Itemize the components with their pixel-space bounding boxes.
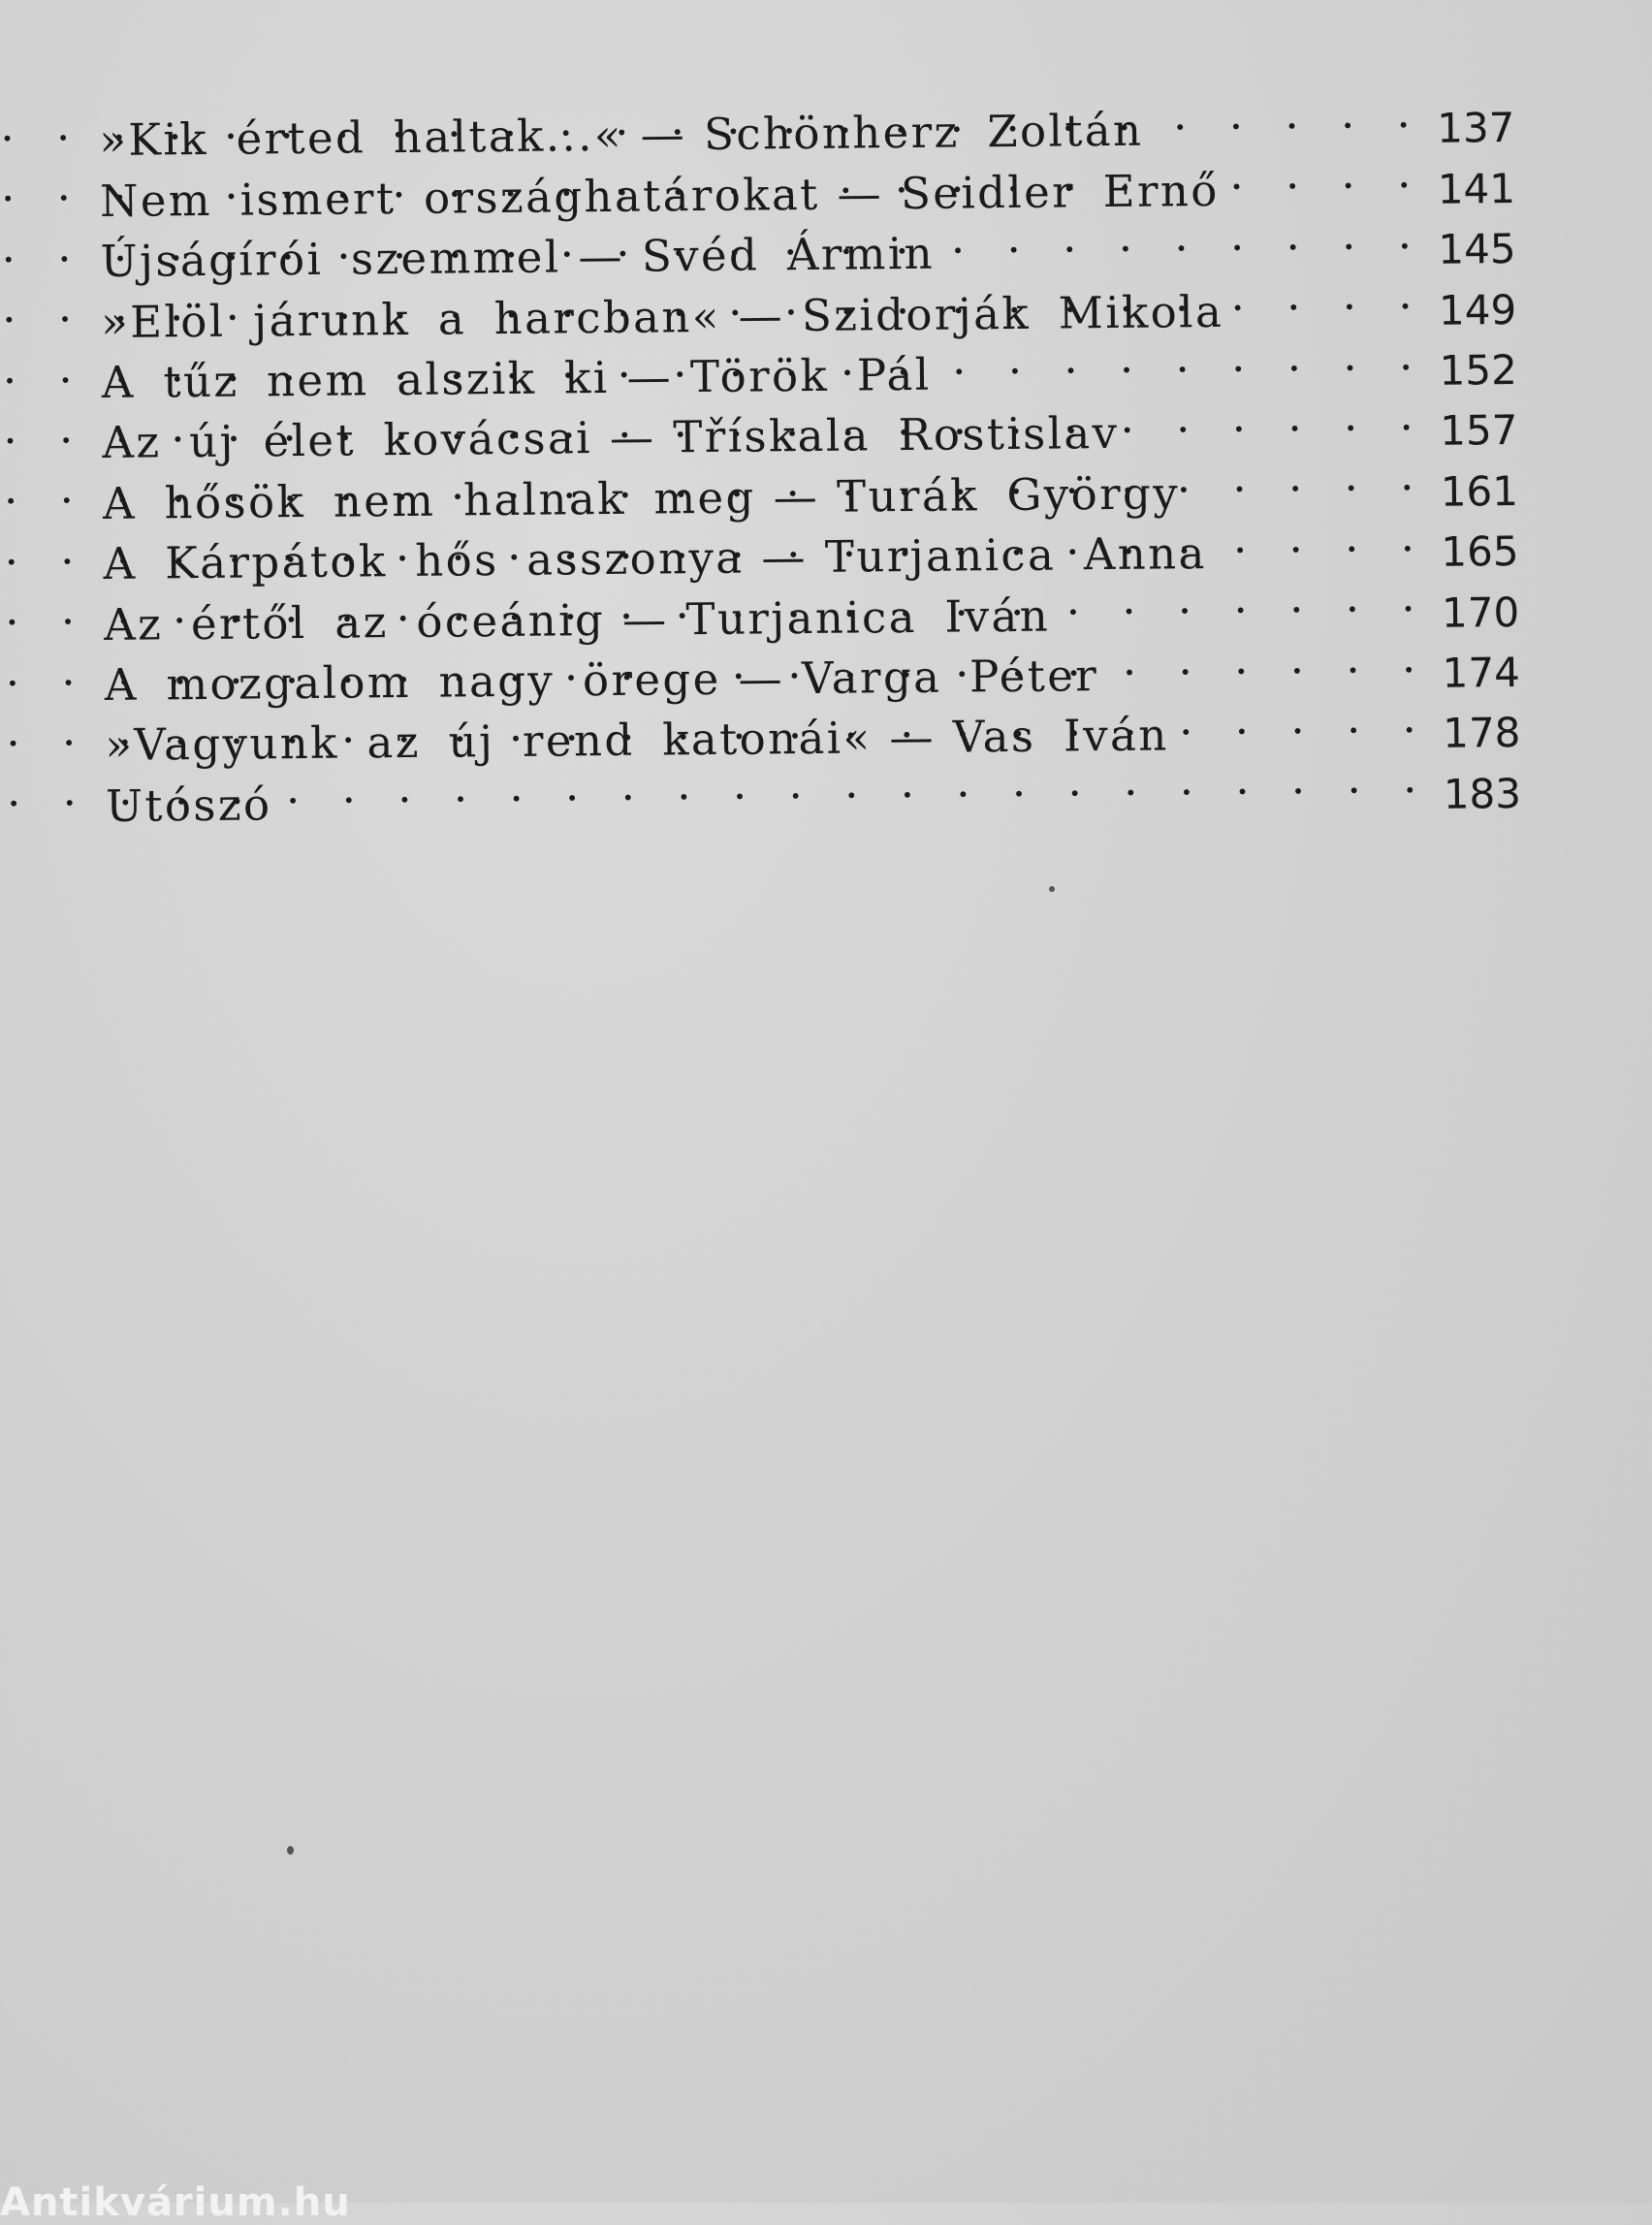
toc-dot-leader (952, 324, 1422, 389)
toc-entry-page: 161 (1440, 466, 1519, 516)
paper-speck (287, 1846, 294, 1855)
table-of-contents (99, 81, 1522, 832)
watermark: Antikvárium.hu (0, 2180, 351, 2225)
toc-entry-title: Az értől az óceánig (103, 593, 606, 651)
toc-dot-leader (1140, 385, 1423, 448)
toc-entry-title: »Kik érted haltak...« (99, 110, 623, 167)
toc-entry-dash: — (889, 712, 937, 764)
toc-dot-leader (956, 204, 1421, 269)
toc-entry-author: Turjanica Iván (685, 589, 1051, 645)
toc-entry-author: Turák György (836, 467, 1181, 523)
toc-dot-leader (1240, 143, 1420, 205)
toc-entry-title: Újságírói szemmel (100, 231, 561, 288)
toc-dot-leader (1227, 506, 1423, 568)
toc-dot-leader (293, 747, 1426, 819)
toc-dot-leader (1201, 445, 1424, 508)
toc-entry-title: Nem ismert országhatárokat (99, 168, 820, 227)
toc-entry-page: 137 (1436, 104, 1515, 153)
toc-entry-title: A tűz nem alszik ki (101, 351, 610, 408)
toc-entry-author: Třískala Rostislav (673, 407, 1120, 463)
toc-entry-dash: — (640, 109, 687, 162)
toc-entry-page: 165 (1441, 527, 1519, 576)
toc-entry-dash: — (609, 411, 656, 464)
toc-entry-author: Seidler Ernő (900, 164, 1221, 219)
toc-entry-page: 145 (1438, 225, 1516, 273)
toc-entry-author: Svéd Ármin (641, 227, 936, 282)
toc-entry-page: 157 (1439, 406, 1518, 456)
toc-dot-leader (1071, 566, 1425, 630)
toc-entry-title: »Vagyunk az új rend katonái« (105, 712, 873, 772)
toc-entry-title: A hősök nem halnak meg (102, 471, 756, 529)
toc-entry-author: Varga Péter (801, 650, 1099, 704)
toc-dot-leader (1245, 264, 1422, 326)
toc-entry-page: 149 (1438, 285, 1517, 334)
toc-entry-dash: — (773, 470, 820, 524)
toc-entry-dash: — (837, 168, 884, 220)
toc-entry-dash: — (738, 289, 785, 342)
toc-dot-leader (1164, 82, 1420, 145)
toc-entry-page: 174 (1442, 648, 1521, 697)
toc-entry-title: A mozgalom nagy örege (104, 652, 721, 711)
toc-entry-page: 170 (1441, 588, 1520, 637)
toc-entry-afterword (105, 747, 1522, 832)
toc-entry-author: Vas Iván (952, 709, 1169, 763)
toc-entry-title: A Kárpátok hős asszonya (103, 531, 745, 590)
toc-entry-dash: — (578, 230, 625, 283)
toc-entry-dash: — (621, 592, 669, 646)
toc-entry-dash: — (738, 652, 785, 705)
toc-dot-leader (1190, 687, 1425, 750)
toc-entry-author: Szidorják Mikola (801, 285, 1224, 341)
toc-entry-page: 183 (1443, 769, 1522, 818)
toc-entry-dash: — (761, 531, 809, 584)
toc-dot-leader (1120, 626, 1425, 689)
paper-speck (1049, 886, 1055, 892)
toc-entry-author: Schönherz Zoltán (703, 105, 1144, 161)
toc-entry-title: Utószó (105, 779, 272, 832)
toc-entry-author: Török Pál (689, 348, 932, 403)
toc-entry-author: Turjanica Anna (824, 527, 1208, 583)
toc-entry-title: Az új élet kovácsai (102, 412, 593, 469)
toc-entry-page: 152 (1439, 345, 1518, 395)
toc-entry-page: 178 (1442, 709, 1521, 758)
toc-entry-dash: — (626, 351, 674, 403)
toc-entry-page: 141 (1437, 164, 1516, 213)
toc-entry-title: »Elöl járunk a harcban« (100, 290, 721, 348)
